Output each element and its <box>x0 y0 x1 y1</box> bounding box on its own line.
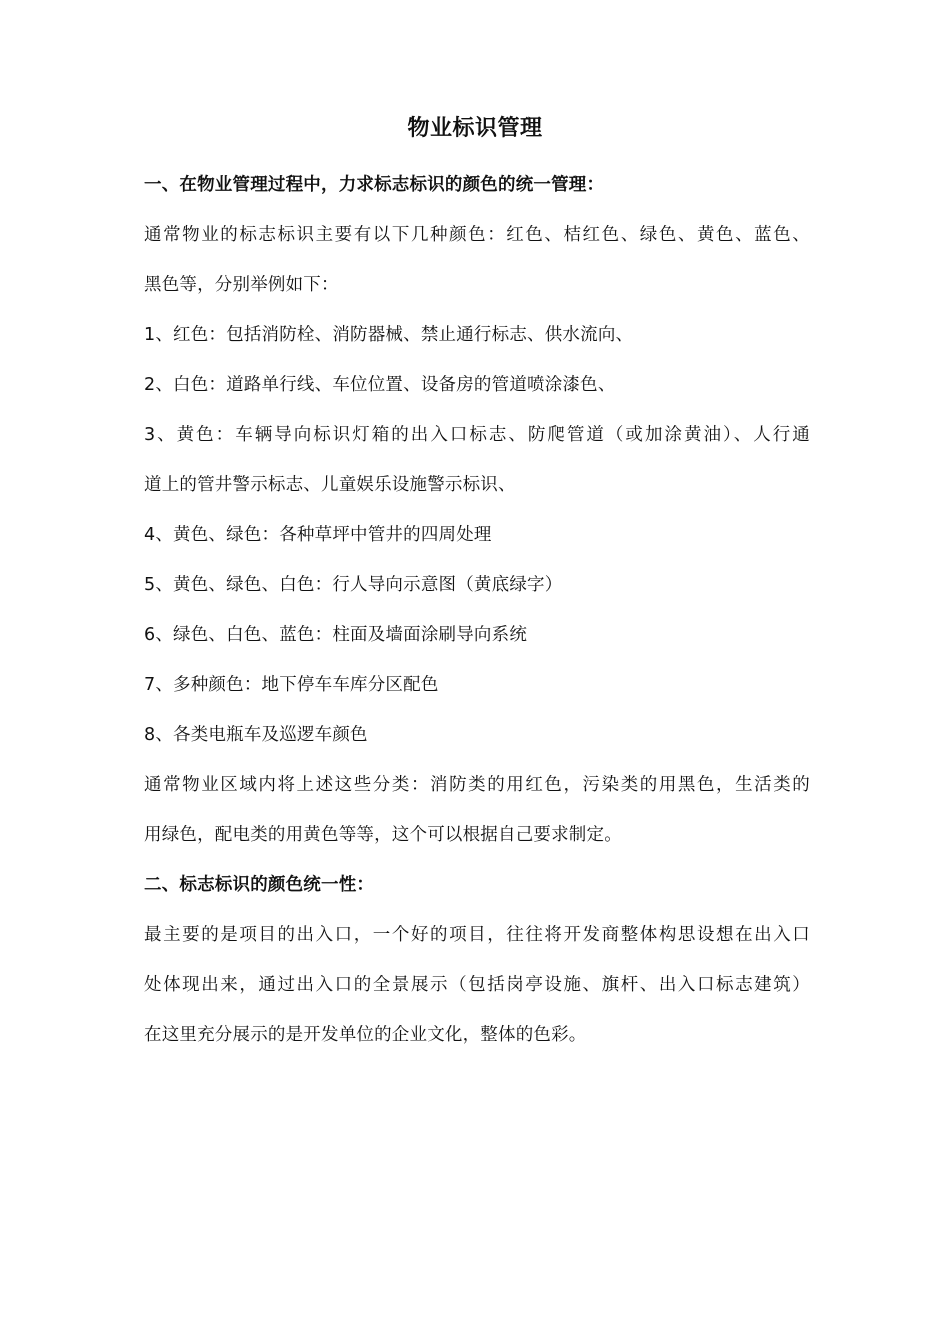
paragraph-line: 最主要的是项目的出入口，一个好的项目，往往将开发商整体构思设想在出入口 <box>144 925 810 945</box>
list-item: 3、黄色：车辆导向标识灯箱的出入口标志、防爬管道（或加涂黄油）、人行通 <box>144 425 810 445</box>
list-item-continuation: 道上的管井警示标志、儿童娱乐设施警示标识、 <box>144 475 516 495</box>
paragraph-line: 在这里充分展示的是开发单位的企业文化，整体的色彩。 <box>144 1025 587 1045</box>
document-title: 物业标识管理 <box>407 116 543 141</box>
section-heading-2: 二、标志标识的颜色统一性： <box>144 875 375 895</box>
list-item: 2、白色：道路单行线、车位位置、设备房的管道喷涂漆色、 <box>144 375 616 395</box>
section-heading-1: 一、在物业管理过程中，力求标志标识的颜色的统一管理： <box>144 175 605 195</box>
list-item: 8、各类电瓶车及巡逻车颜色 <box>144 725 368 745</box>
paragraph-line: 黑色等，分别举例如下： <box>144 275 339 295</box>
paragraph-line: 用绿色，配电类的用黄色等等，这个可以根据自己要求制定。 <box>144 825 622 845</box>
list-item: 7、多种颜色：地下停车车库分区配色 <box>144 675 439 695</box>
list-item: 6、绿色、白色、蓝色：柱面及墙面涂刷导向系统 <box>144 625 528 645</box>
paragraph-line: 处体现出来，通过出入口的全景展示（包括岗亭设施、旗杆、出入口标志建筑） <box>144 975 810 995</box>
list-item: 5、黄色、绿色、白色：行人导向示意图（黄底绿字） <box>144 575 563 595</box>
list-item: 1、红色：包括消防栓、消防器械、禁止通行标志、供水流向、 <box>144 325 634 345</box>
document-body <box>144 168 810 1068</box>
paragraph-line: 通常物业的标志标识主要有以下几种颜色：红色、桔红色、绿色、黄色、蓝色、 <box>144 225 810 245</box>
list-item: 4、黄色、绿色：各种草坪中管井的四周处理 <box>144 525 492 545</box>
paragraph-line: 通常物业区域内将上述这些分类：消防类的用红色，污染类的用黑色，生活类的 <box>144 775 810 795</box>
